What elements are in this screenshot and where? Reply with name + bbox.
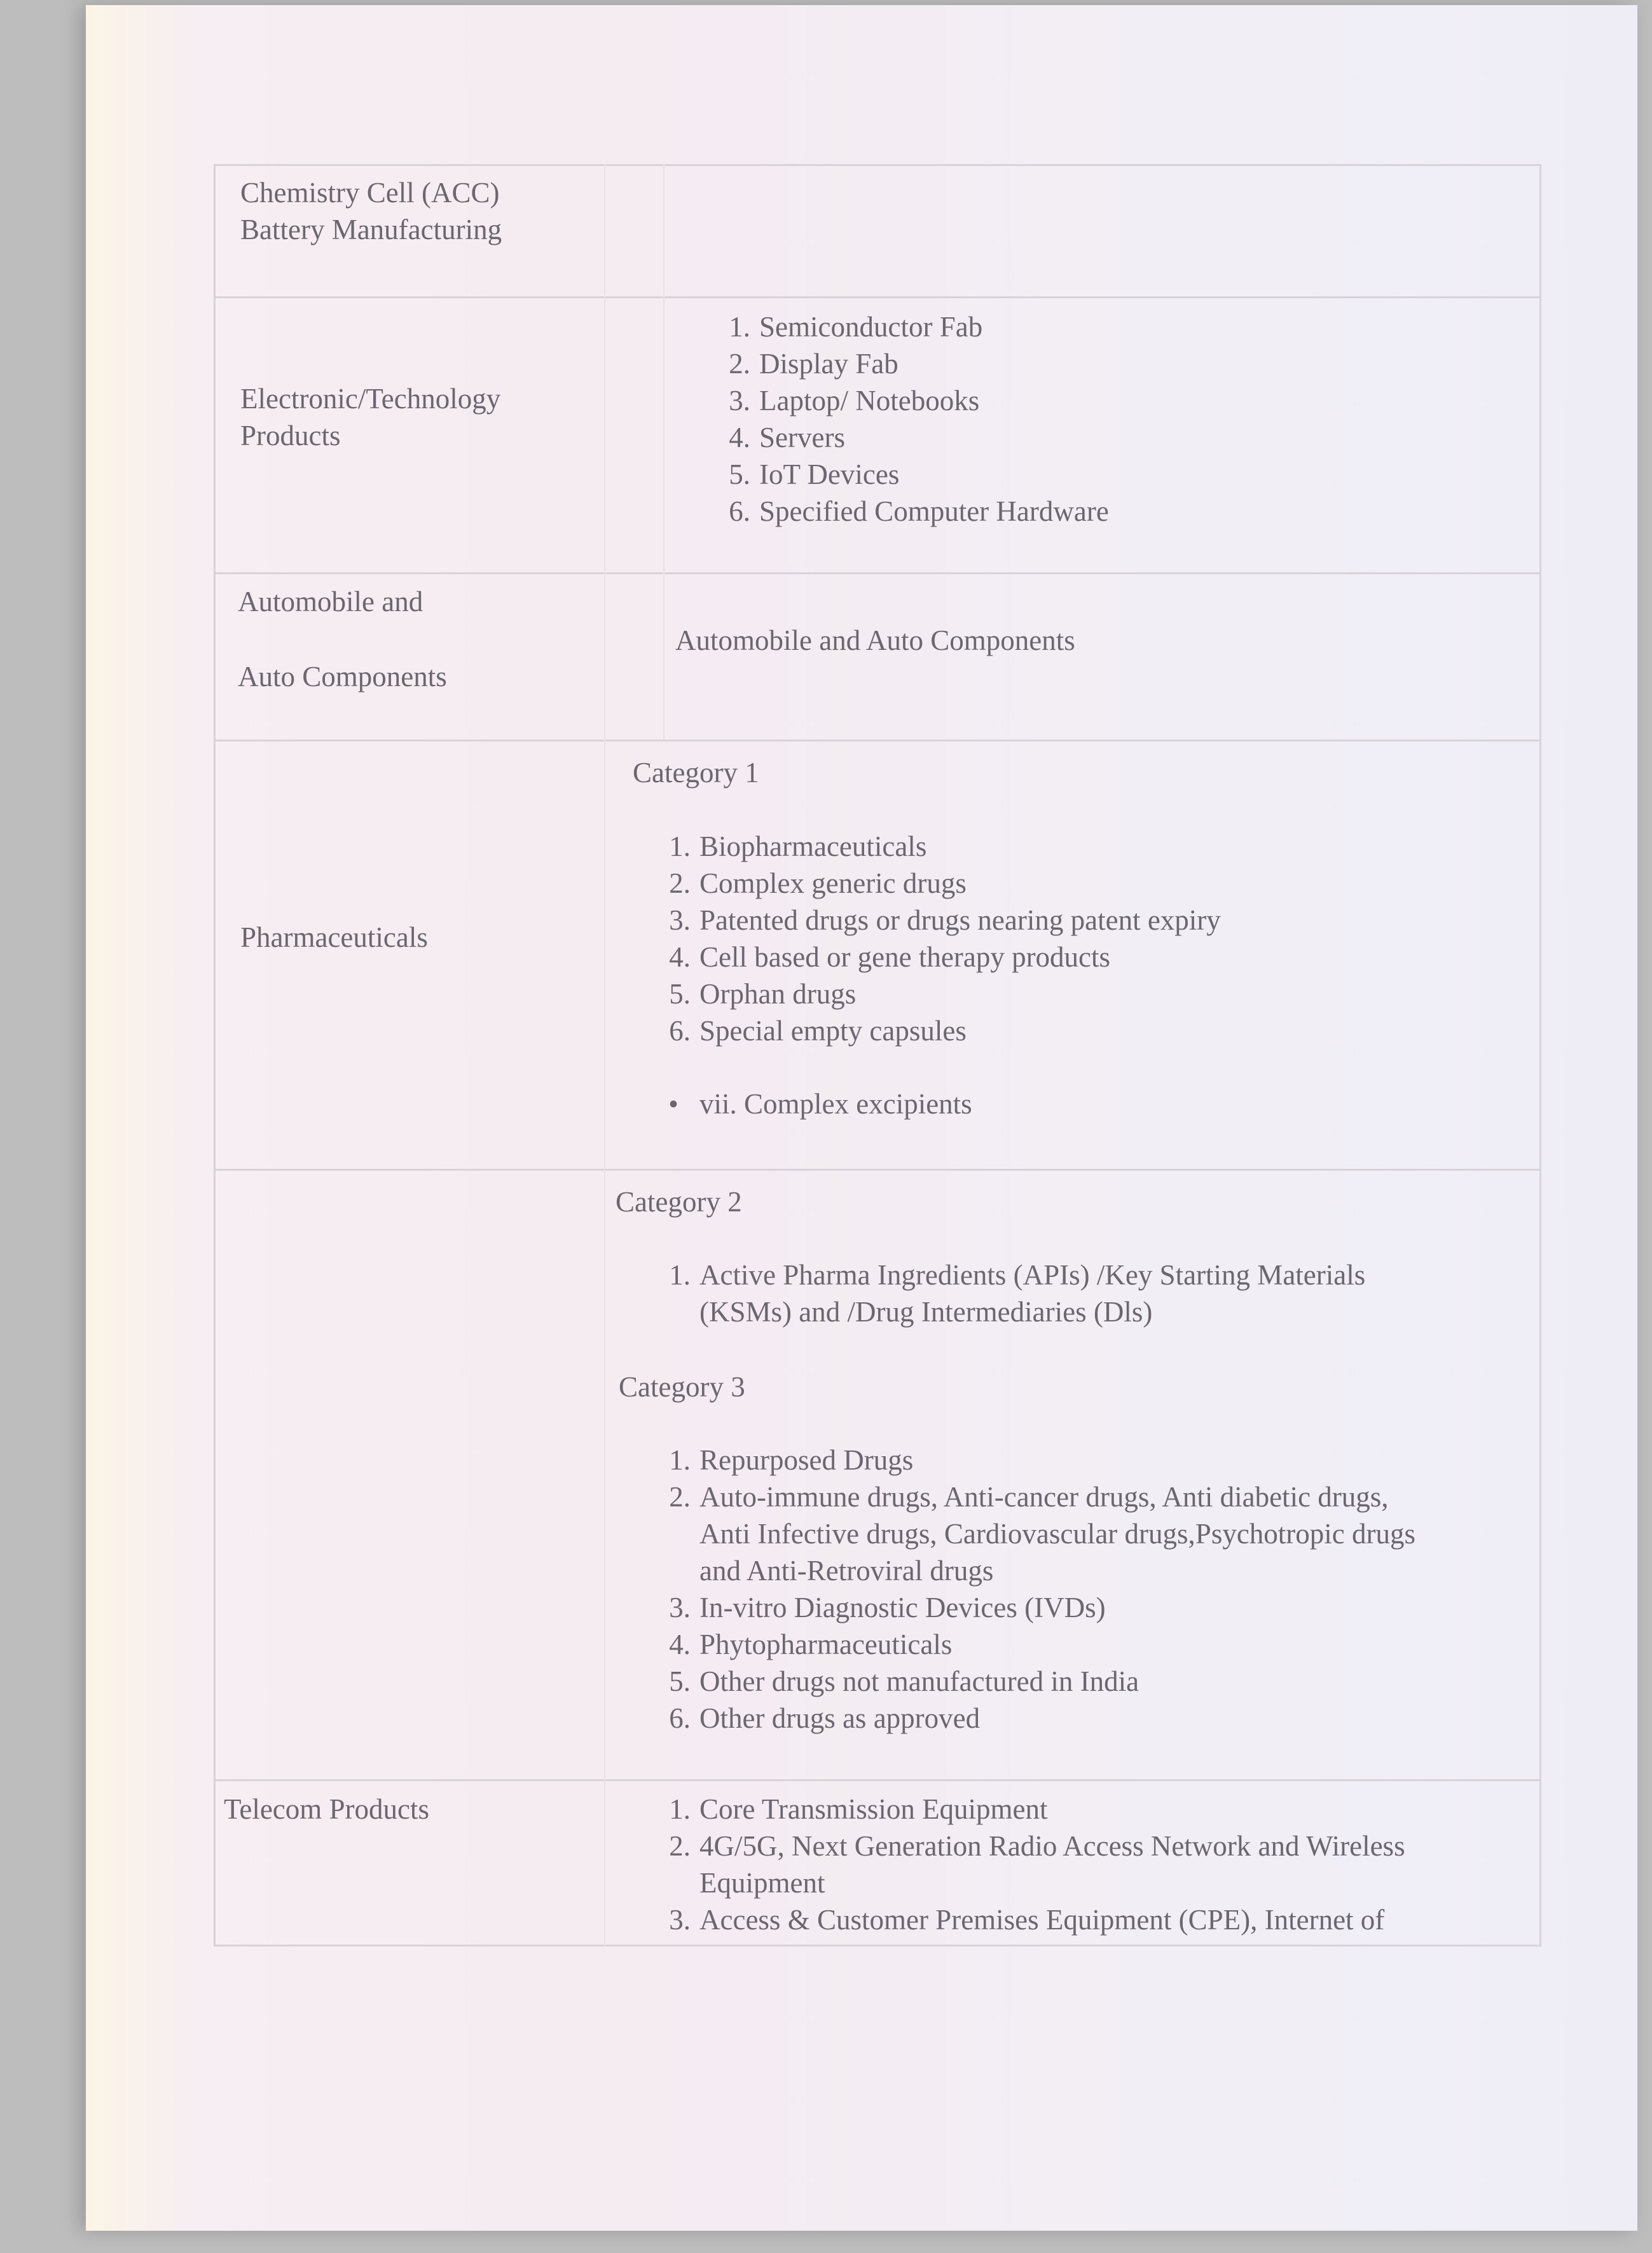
list-item: 1. Repurposed Drugs — [669, 1444, 914, 1476]
category3-list — [652, 1442, 1415, 1737]
list-item: 4. Servers — [729, 422, 845, 453]
list-item: 3. Laptop/ Notebooks — [729, 385, 980, 417]
row-divider — [214, 296, 1541, 298]
sector-auto-line1: Automobile and — [238, 586, 423, 617]
list-item: 6. Other drugs as approved — [669, 1702, 981, 1734]
sector-acc — [240, 174, 502, 248]
list-item: 3. In-vitro Diagnostic Devices (IVDs) — [669, 1592, 1106, 1623]
auto-description: Automobile and Auto Components — [675, 624, 1075, 656]
sector-electronic-line1: Electronic/Technology — [240, 383, 501, 415]
list-item: 3. Access & Customer Premises Equipment (CPE), Internet of — [669, 1904, 1385, 1936]
page-edge-shading — [86, 5, 188, 2231]
sector-electronic-line2: Products — [240, 420, 341, 451]
row-divider — [214, 1779, 1541, 1781]
list-item: 6. Specified Computer Hardware — [729, 495, 1109, 527]
list-item: 1. Active Pharma Ingredients (APIs) /Key Starting Materials — [669, 1259, 1366, 1291]
sector-auto-line2: Auto Components — [238, 661, 447, 692]
list-item: 5. Orphan drugs — [669, 978, 857, 1010]
table-border-top — [214, 164, 1541, 166]
list-item: 2. Complex generic drugs — [669, 867, 967, 899]
category2-title: Category 2 — [616, 1186, 742, 1218]
table-border-right — [1539, 164, 1541, 1946]
list-item-continuation: Equipment — [699, 1867, 825, 1899]
list-item: 3. Patented drugs or drugs nearing patent expiry — [669, 904, 1221, 936]
bullet-icon: • — [668, 1088, 678, 1120]
list-item: 4. Cell based or gene therapy products — [669, 941, 1111, 973]
list-item: 5. Other drugs not manufactured in India — [669, 1665, 1139, 1697]
category3-title: Category 3 — [619, 1371, 745, 1403]
list-item: 5. IoT Devices — [729, 458, 900, 490]
row-divider — [214, 572, 1541, 574]
category1-bullet-item: • vii. Complex excipients — [652, 1085, 972, 1122]
category2-list — [652, 1257, 1365, 1330]
list-item: 4. Phytopharmaceuticals — [669, 1629, 953, 1660]
column-divider — [604, 164, 605, 1946]
list-item-continuation: (KSMs) and /Drug Intermediaries (Dls) — [699, 1296, 1153, 1328]
electronic-items-list — [712, 308, 1109, 530]
sector-pharma: Pharmaceuticals — [240, 921, 428, 953]
list-item-continuation: Anti Infective drugs, Cardiovascular drugs,Psychotropic drugs — [699, 1518, 1416, 1550]
category1-title: Category 1 — [633, 757, 759, 789]
list-item: 1. Core Transmission Equipment — [669, 1793, 1048, 1825]
column-divider — [663, 164, 664, 740]
sector-telecom: Telecom Products — [224, 1793, 430, 1825]
list-item: 1. Semiconductor Fab — [729, 311, 983, 343]
table-border-left — [214, 164, 216, 1946]
list-item-continuation: and Anti-Retroviral drugs — [699, 1555, 994, 1587]
sector-acc-line2: Battery Manufacturing — [240, 214, 502, 245]
sector-acc-line1: Chemistry Cell (ACC) — [240, 177, 500, 209]
sector-electronic — [240, 380, 500, 454]
row-divider — [214, 740, 1541, 741]
list-item: 2. 4G/5G, Next Generation Radio Access Network and Wireless — [669, 1830, 1405, 1862]
row-divider — [214, 1169, 1541, 1171]
list-item: 6. Special empty capsules — [669, 1015, 967, 1047]
table-border-bottom — [214, 1945, 1541, 1946]
list-item: 2. Auto-immune drugs, Anti-cancer drugs, Anti diabetic drugs, — [669, 1481, 1389, 1513]
list-item: 1. Biopharmaceuticals — [669, 830, 927, 862]
telecom-list — [652, 1791, 1405, 1938]
list-item: 2. Display Fab — [729, 348, 898, 380]
category1-list — [652, 828, 1221, 1049]
